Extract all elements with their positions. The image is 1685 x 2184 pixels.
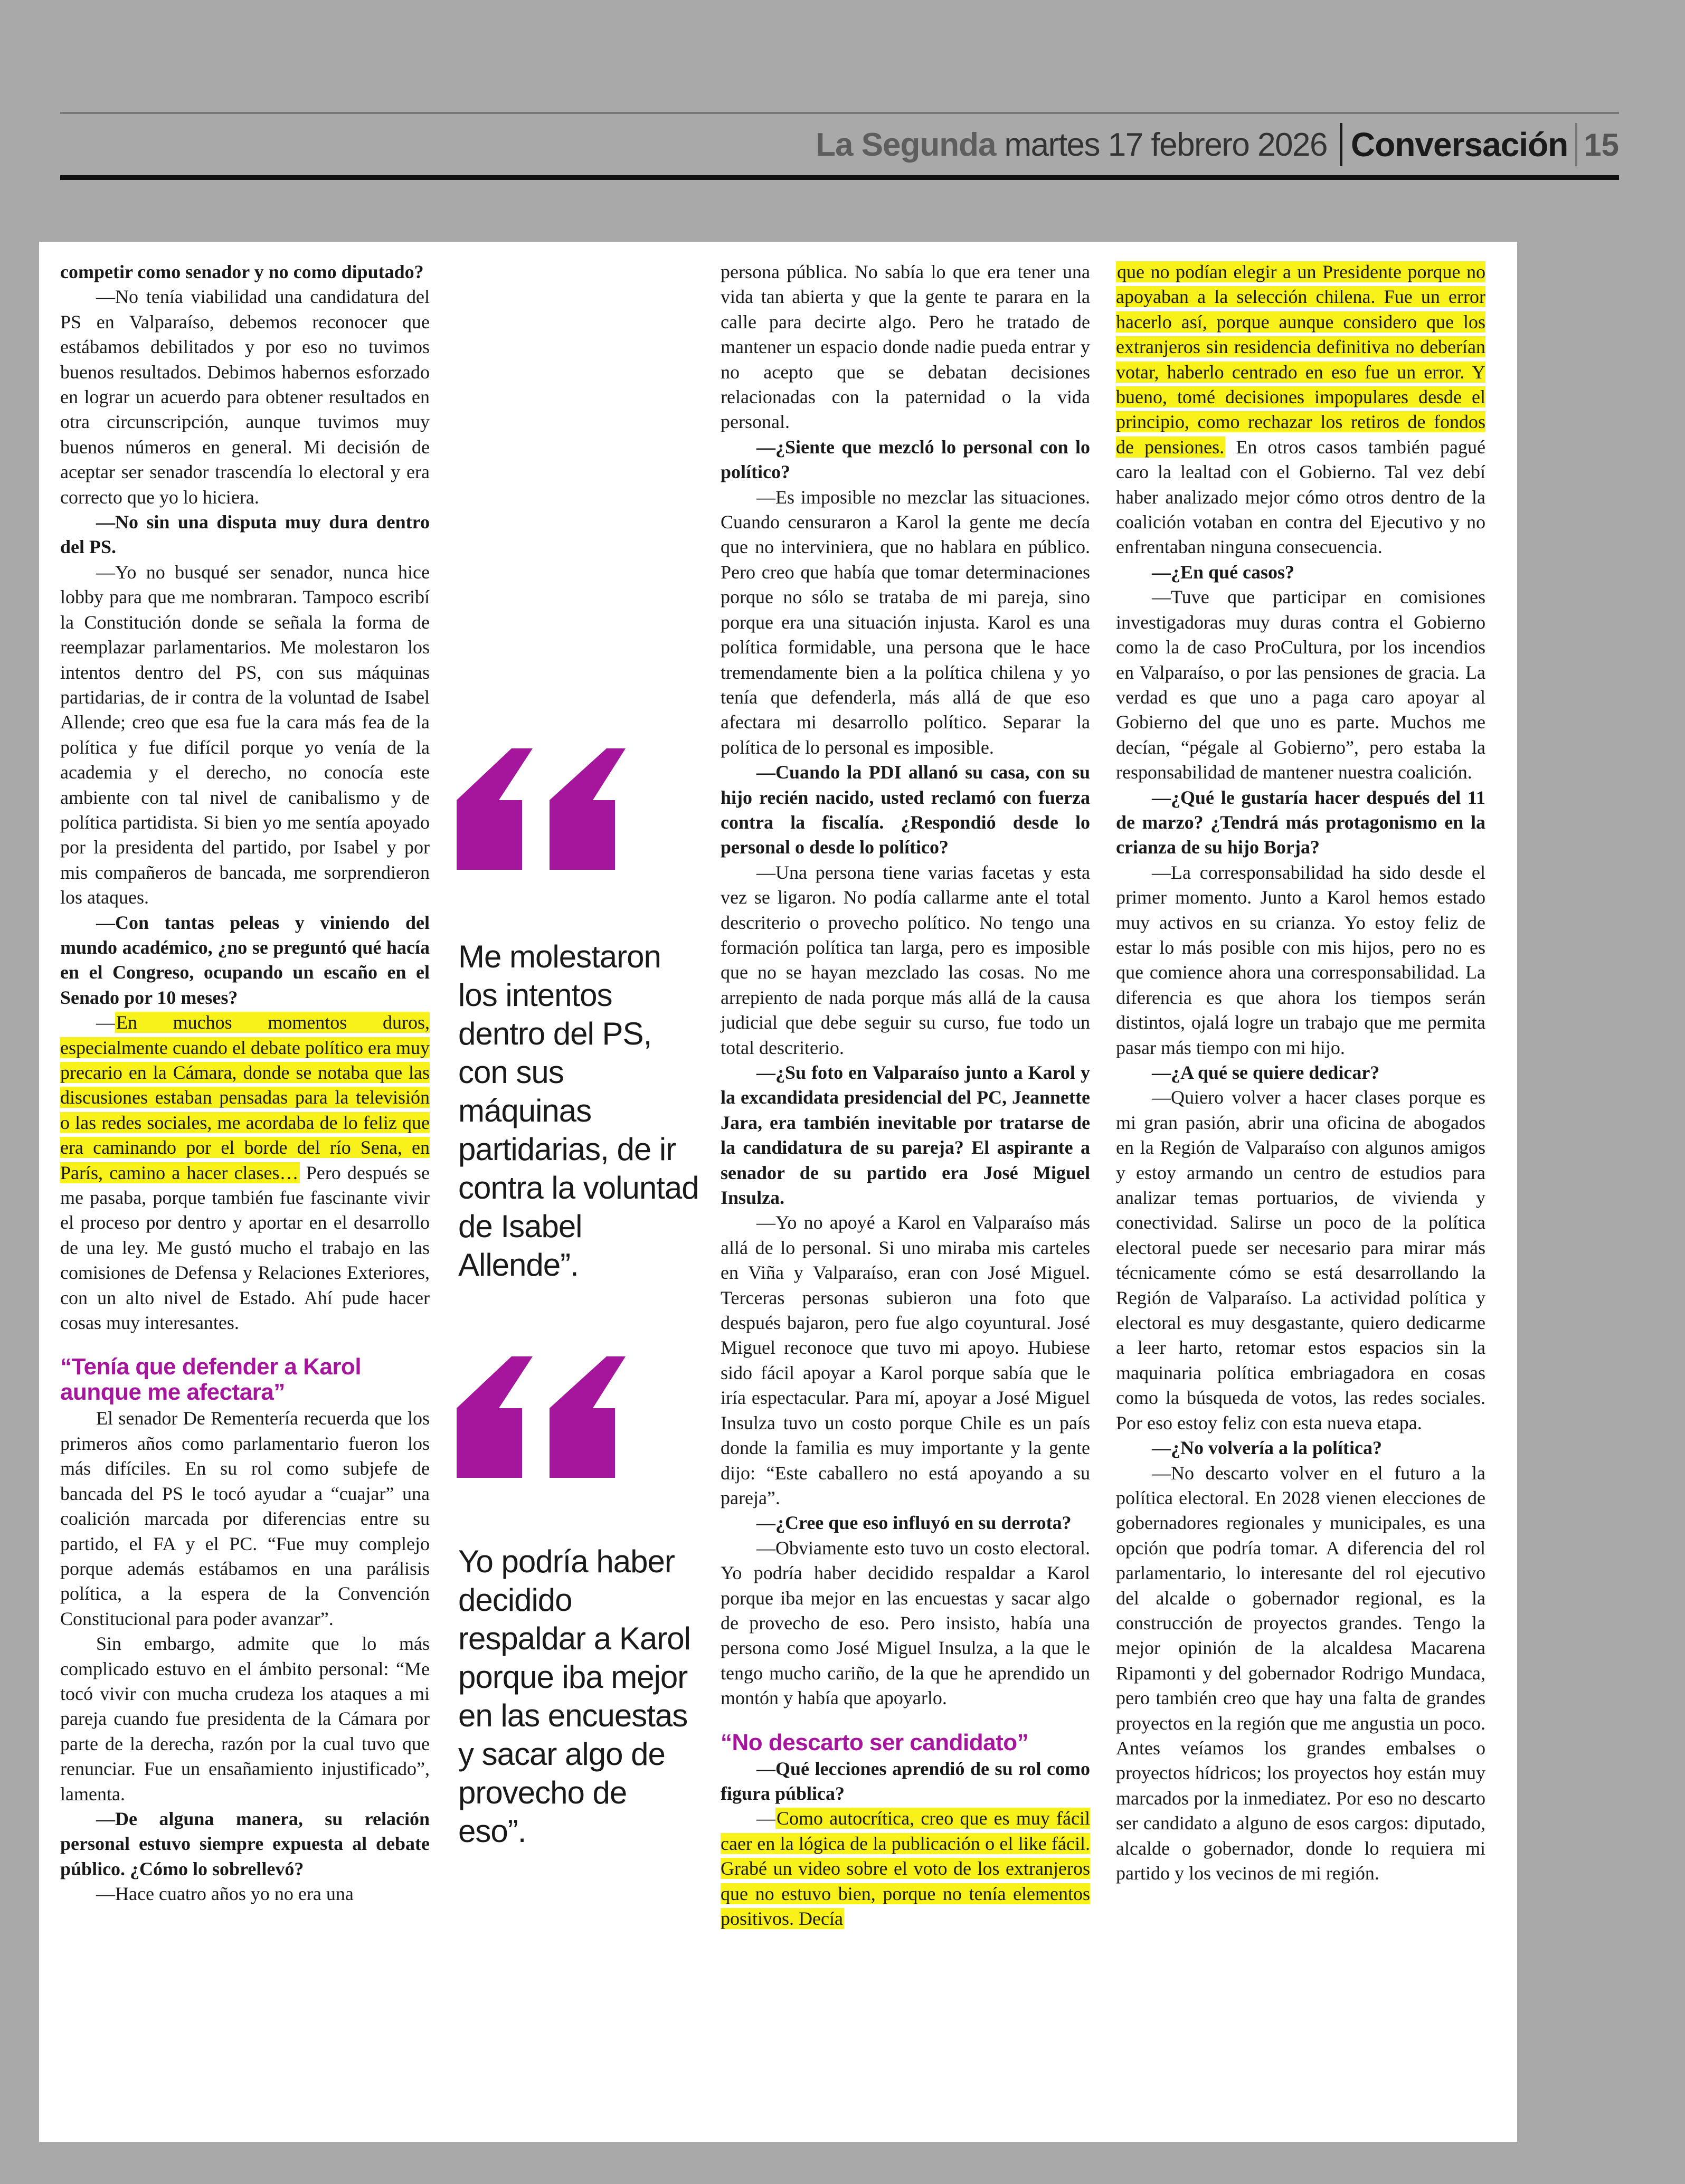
article-column-2 <box>721 260 1090 1931</box>
question-paragraph: —¿Siente que mezcló lo personal con lo político? <box>721 436 1090 483</box>
answer-paragraph: —Quiero volver a hacer clases porque es mi gran pasión, abrir una oficina de abogados en la Región de Valparaíso con algunos amigos y estoy armando un centro de estudios para analizar temas portuarios, de vivienda y conectividad. Salirse un poco de la política electoral puede ser necesario para mirar más técnicamente cómo se está desarrollando la Región de Valparaíso. La actividad política y electoral es muy desgastante, quiero dedicarme a leer harto, retomar estos espacios sin la maquinaria política embriagadora en cosas como la búsqueda de votos, las redes sociales. Por eso estoy feliz con esta nueva etapa. <box>1116 1087 1485 1433</box>
answer-paragraph: —Hace cuatro años yo no era una <box>96 1883 354 1905</box>
highlighted-passage: En muchos momentos duros, especialmente cuando el debate político era muy precario en la Cámara, donde se notaba que las discusiones estaban pensadas para la televisión o las redes sociales, me acordaba de lo feliz que era caminando por el borde del río Sena, en París, camino a hacer clases… <box>60 1012 430 1183</box>
answer-paragraph: —La corresponsabilidad ha sido desde el primer momento. Junto a Karol hemos estado muy activos en su crianza. Yo estoy feliz de estar lo más posible con mis hijos, pero no es que comience ahora una corresponsabilidad. La diferencia es que ahora los tiempos serán distintos, ojalá logre un trabajo que me permita pasar más tiempo con mi hijo. <box>1116 861 1485 1058</box>
masthead-divider <box>1340 123 1342 166</box>
masthead-line <box>816 117 1619 172</box>
pull-quote-2: Yo podría haber decidido respaldar a Karol porque iba mejor en las encuestas y sacar algo de provecho de eso”. <box>458 1544 690 1849</box>
masthead-bottom-rule <box>60 175 1619 180</box>
issue-date: martes 17 febrero 2026 <box>1004 126 1327 163</box>
body-paragraph: Sin embargo, admite que lo más complicado estuvo en el ámbito personal: “Me tocó vivir con mucha crudeza los ataques a mi pareja cuando fue presidenta de la Cámara por parte de la derecha, razón por la cual tuvo que renunciar. Fue un ensañamiento injustificado”, lamenta. <box>60 1633 430 1805</box>
answer-continued <box>1116 260 1485 560</box>
question-paragraph: —¿En qué casos? <box>1152 561 1295 583</box>
answer-continued: persona pública. No sabía lo que era tener una vida tan abierta y que la gente te parara en la calle para decirte algo. Pero he tratado de mantener un espacio donde nadie pueda entrar y no acepto que se debatan decisiones relacionadas con la paternidad o la vida personal. <box>721 261 1090 433</box>
answer-paragraph: —Una persona tiene varias facetas y esta vez se ligaron. No podía callarme ante el total descriterio o provecho político. No tengo una formación política tan larga, pero es imposible que no se hayan mezclado las cosas. No me arrepiento de nada porque más allá de la causa judicial que debe seguir su curso, fue todo un total descriterio. <box>721 861 1090 1058</box>
section-subhead: “No descarto ser candidato” <box>721 1729 1029 1755</box>
question-paragraph: —¿No volvería a la política? <box>1152 1437 1382 1459</box>
passage-continuation: En otros casos también pagué caro la lealtad con el Gobierno. Tal vez debí haber analizado mejor cómo otros dentro de la coalición votaban en contra del Ejecutivo y no enfrentaban ninguna consecuencia. <box>1116 436 1485 558</box>
question-paragraph: —Con tantas peleas y viniendo del mundo académico, ¿no se preguntó qué hacía en el Congreso, ocupando un escaño en el Senado por 10 meses? <box>60 911 430 1008</box>
quote-mark-icon <box>457 748 626 870</box>
question-paragraph: —No sin una disputa muy dura dentro del PS. <box>60 511 430 558</box>
article-column-1 <box>60 260 430 1907</box>
answer-paragraph: —Yo no apoyé a Karol en Valparaíso más allá de lo personal. Si uno miraba mis carteles en Viña y Valparaíso, eran con José Miguel. Terceras personas subieron una foto que después bajaron, pero fue algo coyuntural. José Miguel reconoce que tuvo mi apoyo. Hubiese sido fácil apoyar a Karol porque sabía que le iría espectacular. Para mí, apoyar a José Miguel Insulza tuvo un costo porque Chile es un país donde la familia es muy importante y la gente dijo: “Este caballero no está apoyando a su pareja”. <box>721 1212 1090 1508</box>
answer-paragraph <box>721 1806 1090 1931</box>
page-number: 15 <box>1584 127 1619 163</box>
section-name: Conversación <box>1351 126 1568 164</box>
newspaper-name: La Segunda <box>816 126 996 163</box>
question-paragraph: —Cuando la PDI allanó su casa, con su hijo recién nacido, usted reclamó con fuerza contra la fiscalía. ¿Respondió desde lo personal o desde lo político? <box>721 762 1090 858</box>
answer-paragraph: —No descarto volver en el futuro a la política electoral. En 2028 vienen elecciones de gobernadores regionales y municipales, es una opción que podría tomar. A diferencia del rol parlamentario, lo interesante del rol ejecutivo del alcalde o gobernador regional, es la construcción de proyectos grandes. Tengo la mejor opinión de la alcaldesa Macarena Ripamonti y del gobernador Rodrigo Mundaca, pero también creo que hay una falta de grandes proyectos en la región que me angustia un poco. Antes veíamos los grandes embalses o proyectos hídricos; los proyectos hoy están muy marcados por la inmediatez. Por eso no descarto ser candidato a alguno de esos cargos: diputado, alcalde o gobernador, donde lo requiera mi partido y los vecinos de mi región. <box>1116 1462 1485 1884</box>
section-subhead: “Tenía que defender a Karol aunque me afectara” <box>60 1354 362 1406</box>
question-paragraph: —Qué lecciones aprendió de su rol como figura pública? <box>721 1758 1090 1804</box>
highlighted-passage: que no podían elegir a un Presidente porque no apoyaban a la selección chilena. Fue un error hacerlo así, porque aunque considero que los extranjeros sin residencia definitiva no deberían votar, haberlo centrado en eso fue un error. Y bueno, tomé decisiones impopulares desde el principio, como rechazar los retiros de fondos de pensiones. <box>1116 261 1485 458</box>
body-paragraph: El senador De Rementería recuerda que los primeros años como parlamentario fueron los más difíciles. En su rol como subjefe de bancada del PS le tocó ayudar a “cuajar” una coalición marcada por diferencias entre su partido, el FA y el PC. “Fue muy complejo porque además estábamos en una parálisis política, a la espera de la Convención Constitucional para poder avanzar”. <box>60 1408 430 1629</box>
question-paragraph: —¿Cree que eso influyó en su derrota? <box>756 1512 1072 1534</box>
masthead-top-rule <box>60 112 1619 114</box>
question-paragraph: —De alguna manera, su relación personal estuvo siempre expuesta al debate público. ¿Cómo lo sobrellevó? <box>60 1808 430 1879</box>
answer-paragraph: —Es imposible no mezclar las situaciones. Cuando censuraron a Karol la gente me decía que no interviniera, que no hablara en público. Pero creo que había que tomar determinaciones porque no sólo se trataba de mi pareja, sino porque era una situación injusta. Karol es una política formidable, una persona que le hace tremendamente bien a la política chilena y yo tenía que defenderla, más allá de que eso afectara mi desarrollo político. Separar la política de lo personal es imposible. <box>721 486 1090 758</box>
question-paragraph: —¿Qué le gustaría hacer después del 11 de marzo? ¿Tendrá más protagonismo en la crianza de su hijo Borja? <box>1116 786 1485 858</box>
answer-paragraph: —No tenía viabilidad una candidatura del PS en Valparaíso, debemos reconocer que estábamos debilitados y por eso no tuvimos buenos resultados. Debimos habernos esforzado en lograr un acuerdo para obtener resultados en otra circunscripción, aunque tuvimos muy buenos números en general. Mi decisión de aceptar ser senador trascendía lo electoral y era correcto que yo lo hiciera. <box>60 286 430 508</box>
question-paragraph: —¿Su foto en Valparaíso junto a Karol y la excandidata presidencial del PC, Jeannette Jara, era también inevitable por tratarse de la candidatura de su pareja? El aspirante a senador de su partido era José Miguel Insulza. <box>721 1062 1090 1209</box>
answer-paragraph: —Yo no busqué ser senador, nunca hice lobby para que me nombraran. Tampoco escribí la Constitución donde se señala la forma de reemplazar parlamentarios. Me molestaron los intentos dentro del PS, con sus máquinas partidarias, de ir contra de la voluntad de Isabel Allende; creo que esa fue la cara más fea de la política y fue difícil porque yo venía de la academia y el derecho, no conocía este ambiente con tal nivel de canibalismo y de política partidista. Si bien yo me sentía apoyado por la presidenta del partido, por Isabel y por mis compañeros de bancada, me sorprendieron los ataques. <box>60 561 430 908</box>
dash: — <box>96 1012 115 1033</box>
answer-paragraph: —Tuve que participar en comisiones investigadoras muy duras contra el Gobierno como la de caso ProCultura, por los incendios en Valparaíso, o por las pensiones de gracia. La verdad es que uno a paga caro apoyar al Gobierno del que uno es parte. Muchos me decían, “pégale al Gobierno”, pero estaba la responsabilidad de mantener nuestra coalición. <box>1116 586 1485 783</box>
dash: — <box>756 1808 775 1829</box>
highlighted-passage: Como autocrítica, creo que es muy fácil caer en la lógica de la publicación o el like fácil. Grabé un video sobre el voto de los extranjeros que no estuvo bien, porque no tenía elementos positivos. Decía <box>721 1808 1090 1929</box>
question-paragraph: —¿A qué se quiere dedicar? <box>1152 1062 1380 1083</box>
answer-paragraph <box>60 1010 430 1335</box>
masthead <box>60 109 1619 181</box>
question-continued: competir como senador y no como diputado? <box>60 261 424 282</box>
masthead-divider-thin <box>1575 123 1577 166</box>
passage-continuation: Pero después se me pasaba, porque también fue fascinante vivir el proceso por dentro y aportar en el desarrollo de una ley. Me gustó mucho el trabajo en las comisiones de Defensa y Relaciones Exteriores, con un alto nivel de Estado. Ahí pude hacer cosas muy interesantes. <box>60 1162 430 1334</box>
answer-paragraph: —Obviamente esto tuvo un costo electoral. Yo podría haber decidido respaldar a Karol porque iba mejor en las encuestas y sacar algo de provecho de eso. Pero insisto, había una persona como José Miguel Insulza, a la que le tengo mucho cariño, de la que he aprendido un montón y había que apoyarlo. <box>721 1537 1090 1709</box>
pull-quote-1: Me molestaron los intentos dentro del PS, con sus máquinas partidarias, de ir contra la voluntad de Isabel Allende”. <box>458 939 699 1283</box>
article-column-3 <box>1116 260 1485 1886</box>
quote-mark-icon <box>457 1356 626 1478</box>
